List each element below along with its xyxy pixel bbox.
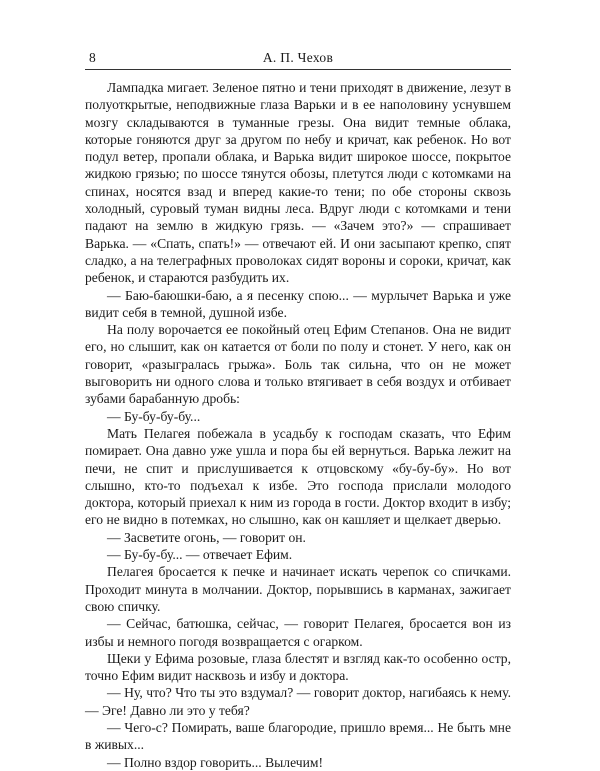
running-head-author: А. П. Чехов xyxy=(262,50,334,65)
paragraph: — Баю-баюшки-баю, а я песенку спою... — мурлычет Варька и уже видит себя в темной, душной избе. xyxy=(85,287,511,320)
paragraph: — Сейчас, батюшка, сейчас, — говорит Пелагея, бросается вон из избы и немного погодя возвращается с огарком. xyxy=(85,616,511,649)
paragraph: Лампадка мигает. Зеленое пятно и тени приходят в движение, лезут в полуоткрытые, неподвижные глаза Варьки и в ее наполовину уснувшем мозгу складываются в туманные грезы. Она видит темные облака, которые гоняются друг за другом по небу и кричат, как ребенок. Но вот подул ветер, пропали облака, и Варька видит широкое шоссе, покрытое жидкою грязью; по шоссе тянутся обозы, плетутся люди с котомками на спинах, носятся взад и вперед какие-то тени; по обе стороны сквозь холодный, суровый туман видны леса. Вдруг люди с котомками и тени падают на землю в жидкую грязь. — «Зачем это?» — спрашивает Варька. — «Спать, спать!» — отвечают ей. И они засыпают крепко, спят сладко, а на телеграфных проволоках сидят вороны и сороки, кричат, как ребенок, и стараются разбудить их. xyxy=(85,80,511,286)
book-page xyxy=(85,48,511,770)
paragraph: — Засветите огонь, — говорит он. xyxy=(107,529,306,545)
paragraph: — Ну, что? Что ты это вздумал? — говорит доктор, нагибаясь к нему. — Эге! Давно ли это у тебя? xyxy=(85,685,511,718)
paragraph: — Бу-бу-бу... — отвечает Ефим. xyxy=(107,547,293,563)
running-head xyxy=(85,48,511,68)
paragraph: На полу ворочается ее покойный отец Ефим Степанов. Она не видит его, но слышит, как он катается от боли по полу и стонет. У него, как он говорит, «разыгралась грыжа». Боль так сильна, что он не может выговорить ни одного слова и только втягивает в себя воздух и отбивает зубами барабанную дробь: xyxy=(85,322,511,407)
paragraph: Щеки у Ефима розовые, глаза блестят и взгляд как-то особенно остр, точно Ефим видит насквозь и избу и доктора. xyxy=(85,650,511,684)
paragraph: Пелагея бросается к печке и начинает искать черепок со спичками. Проходит минута в молчании. Доктор, порывшись в карманах, зажигает свою спичку. xyxy=(85,564,511,614)
paragraph: — Полно вздор говорить... Вылечим! xyxy=(107,754,324,770)
paragraph: Мать Пелагея побежала в усадьбу к господам сказать, что Ефим помирает. Она давно уже ушла и пора бы ей вернуться. Варька лежит на печи, не спит и прислушивается к отцовскому «бу-бу-бу». Но вот слышно, кто-то подъехал к избе. Это господа прислали молодого доктора, который приехал к ним из города в гости. Доктор входит в избу; его не видно в потемках, но слышно, как он кашляет и щелкает дверью. xyxy=(85,425,511,528)
body-text xyxy=(85,79,511,771)
header-rule xyxy=(85,69,511,70)
paragraph: — Чего-с? Помирать, ваше благородие, пришло время... Не быть мне в живых... xyxy=(85,719,511,753)
page-number: 8 xyxy=(89,50,96,65)
paragraph: — Бу-бу-бу-бу... xyxy=(107,408,201,424)
